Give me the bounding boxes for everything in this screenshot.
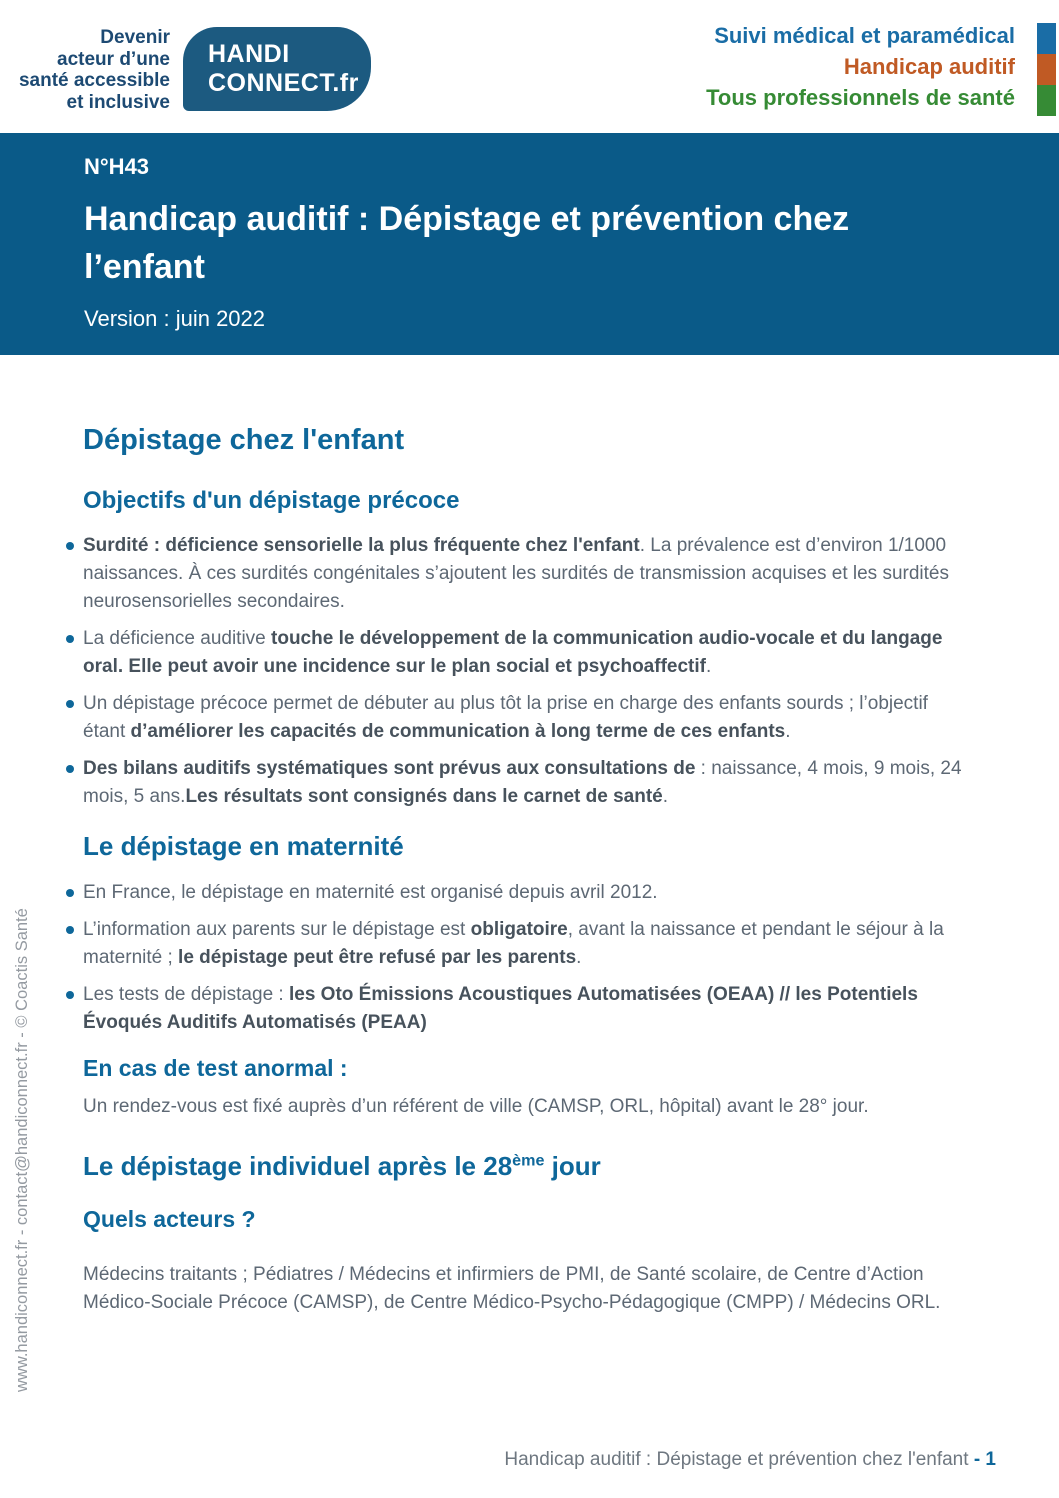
bullet-text: le dépistage peut être refusé par les parents <box>178 947 577 968</box>
tagline-line: acteur d’une <box>57 48 170 70</box>
section-heading-depistage: Dépistage chez l'enfant <box>83 424 405 456</box>
bullet-item <box>83 755 963 811</box>
objectifs-bullet-list <box>83 532 977 811</box>
bullet-text: Des bilans auditifs systématiques sont prévus aux consultations de <box>83 758 696 779</box>
topic-tous-professionnels: Tous professionnels de santé <box>706 85 1015 110</box>
bullet-text: : naissance, 4 mois, 9 mois, 24 mois, 5 ans. <box>83 758 962 807</box>
bullet-text: , avant la naissance et pendant le séjour à la maternité ; <box>83 919 944 968</box>
vertical-contact-text: www.handiconnect.fr - contact@handiconnect.fr - © Coactis Santé <box>13 908 31 1392</box>
bullet-text: . La prévalence est d’environ 1/1000 naissances. À ces surdités congénitales s’ajoutent les surdités de transmission acquises et les surdités neurosensorielles secondaires. <box>83 535 949 612</box>
page-number: - 1 <box>973 1449 996 1470</box>
bullet-item <box>83 690 963 746</box>
orange-square-icon <box>1037 54 1056 85</box>
green-square-icon <box>1037 85 1056 116</box>
fiche-number: N°H43 <box>84 154 150 179</box>
maternite-bullet-list <box>83 879 977 1037</box>
handiconnect-logo <box>183 27 371 111</box>
bullet-text: . <box>785 721 791 742</box>
tagline-line: santé accessible <box>18 70 170 91</box>
version-label: Version : juin 2022 <box>84 306 266 331</box>
bullet-text: . <box>662 786 668 807</box>
subsection-heading-individuel <box>83 1151 977 1182</box>
tagline-line: et inclusive <box>66 91 170 113</box>
bullet-text: obligatoire <box>470 919 568 940</box>
bullet-item <box>83 532 963 616</box>
heading-text: jour <box>544 1151 601 1181</box>
logo-text-line: HANDI <box>208 40 290 68</box>
bullet-text: d’améliorer les capacités de communication à long terme de ces enfants <box>130 721 786 742</box>
main-content <box>83 424 977 1317</box>
bullet-text: Les tests de dépistage : <box>83 984 289 1005</box>
page-footer <box>504 1449 996 1471</box>
bullet-text: L’information aux parents sur le dépistage est <box>83 919 471 940</box>
bullet-text: Surdité : déficience sensorielle la plus fréquente chez l'enfant <box>83 535 640 556</box>
subsection-heading-test-anormal: En cas de test anormal : <box>83 1055 348 1081</box>
heading-superscript: ème <box>512 1151 545 1170</box>
bullet-item <box>83 879 963 907</box>
bullet-text: Les résultats sont consignés dans le carnet de santé <box>185 786 663 807</box>
subsection-heading-quels-acteurs: Quels acteurs ? <box>83 1206 256 1232</box>
page-title: Handicap auditif : Dépistage et prévention chez l’enfant <box>84 200 850 286</box>
bullet-text: les Oto Émissions Acoustiques Automatisées (OEAA) // les Potentiels Évoqués Auditifs Automatisés (PEAA) <box>83 984 918 1033</box>
bullet-text: Un dépistage précoce permet de débuter au plus tôt la prise en charge des enfants sourds ; l’objectif étant <box>83 693 928 742</box>
bullet-text: . <box>576 947 582 968</box>
bullet-text: touche le développement de la communication audio-vocale et du langage oral. Elle peut avoir une incidence sur le plan social et psychoaffectif <box>83 628 943 677</box>
blue-square-icon <box>1037 23 1056 54</box>
bullet-item <box>83 981 963 1037</box>
subsection-heading-maternite: Le dépistage en maternité <box>83 831 404 861</box>
bullet-item <box>83 916 963 972</box>
test-anormal-paragraph: Un rendez-vous est fixé auprès d’un référent de ville (CAMSP, ORL, hôpital) avant le 28° jour. <box>83 1096 869 1117</box>
logo-text-line: CONNECT.fr <box>208 69 359 97</box>
subsection-heading-objectifs: Objectifs d'un dépistage précoce <box>83 487 460 514</box>
bullet-text: La déficience auditive <box>83 628 272 649</box>
bullet-text: En France, le dépistage en maternité est organisé depuis avril 2012. <box>83 882 658 903</box>
topic-labels <box>706 20 1015 113</box>
tagline-line: Devenir <box>100 27 170 48</box>
bullet-item <box>83 625 963 681</box>
brand-tagline <box>0 27 170 113</box>
topic-suivi-medical: Suivi médical et paramédical <box>714 23 1015 48</box>
hero-banner <box>0 133 1059 355</box>
topic-handicap-auditif: Handicap auditif <box>843 54 1015 79</box>
bullet-text: . <box>705 656 712 677</box>
acteurs-paragraph: Médecins traitants ; Pédiatres / Médecins et infirmiers de PMI, de Santé scolaire, de Centre d’Action Médico-Sociale Précoce (CAMSP), de Centre Médico-Psycho-Pédagogique (CMPP) / Médecins ORL. <box>83 1264 941 1313</box>
heading-text: Le dépistage individuel après le 28 <box>83 1151 513 1181</box>
footer-title: Handicap auditif : Dépistage et prévention chez l'enfant <box>504 1449 974 1470</box>
topic-color-squares <box>1037 23 1056 116</box>
